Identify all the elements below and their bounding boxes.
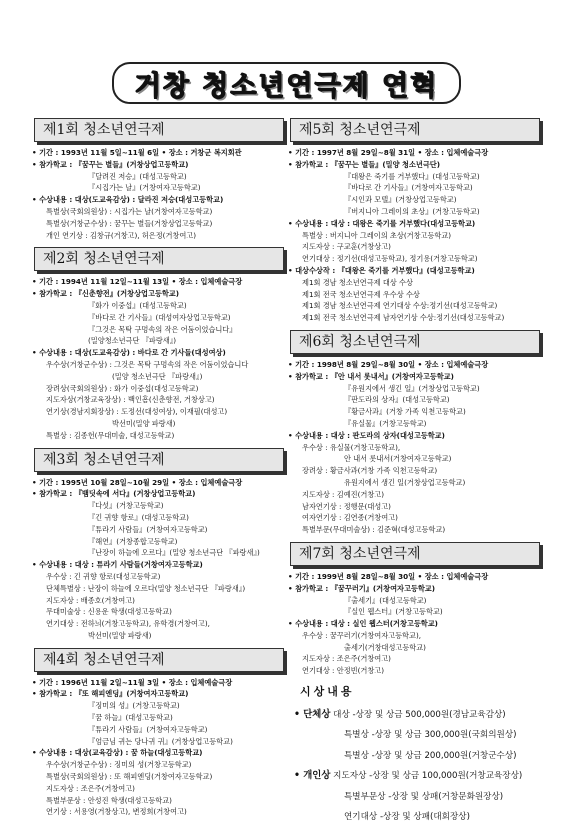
section-line: 제1회 경남 청소년연극제 대상 수상 [302, 277, 413, 287]
section-line: 지도자상(거창교육장상) : 백인흠(신춘향전, 거창상고) [46, 395, 215, 405]
section-line: 지도자상 : 배종호(거창여고) [46, 595, 135, 605]
section-line: 박선미(밀양 파랑새) [88, 630, 152, 640]
section-line: 지도자상 : 조은주(거창여고) [46, 783, 135, 793]
section-line: • 참가학교 : 『뱀딧속에 서다』(거창상업고등학교) [32, 489, 196, 499]
section-heading: 제6회 청소년연극제 [290, 330, 540, 354]
festival-section [32, 118, 290, 241]
section-line: • 수상내용 : 대상(도교육감상) : 바다로 간 기사들(대성여상) [32, 348, 226, 358]
section-line: 우수상 : 꿈꾸러기(거창여자고등학교), [302, 630, 422, 640]
section-line: 『바다로 간 기사들』(대성여자상업고등학교) [88, 312, 231, 322]
section-line: 『실인 웹스터』(거창고등학교) [344, 607, 443, 617]
section-line: 『엄금님 귀는 당나귀 귀』(거창상업고등학교) [88, 736, 233, 746]
section-line: 『시집가는 날』(거창여자고등학교) [88, 183, 201, 193]
section-line: 『달려진 저승』(대성고등학교) [88, 171, 187, 181]
section-line: 제1회 전국 청소년연극제 우수상 수상 [302, 289, 420, 299]
section-line: 우수상(거창군수상) : 징미의 성(거창고등학교) [46, 760, 192, 770]
section-line: • 기간 : 1994년 11월 12일~11월 13일 • 장소 : 입체예술극장 [32, 277, 243, 287]
section-line: • 기간 : 1998년 8월 29일~8월 30일 • 장소 : 입체예술극장 [288, 359, 489, 369]
award-detail: 지도자상 -상장 및 상금 100,000원(거창교육장상) [330, 771, 523, 782]
award-detail: 특별상 -상장 및 상금 300,000원(국회의원상) [344, 730, 517, 741]
section-line: 『다섯』(거창고등학교) [88, 501, 164, 511]
section-line: 출세기(거창대성고등학교) [344, 642, 426, 652]
section-line: • 기간 : 1999년 8월 28일~8월 30일 • 장소 : 입체예술극장 [288, 571, 489, 581]
section-line: (밀양 청소년극단 『파랑새』) [112, 371, 203, 381]
festival-section [32, 247, 290, 441]
festival-section [288, 542, 546, 677]
festival-section [288, 330, 546, 536]
section-line: • 수상내용 : 대상(교육감상) : 꿈 하늘(대성고등학교) [32, 748, 203, 758]
section-line: 『그것은 목탁 구멍속의 작은 어둠이었습니다』 [88, 324, 237, 334]
section-line: 특별부문상 : 안성진 학생(대성고등학교) [46, 795, 172, 805]
festival-section [288, 118, 546, 324]
section-line: 『튜라기 사람들』(거창여자고등학교) [88, 524, 208, 534]
award-line [288, 746, 546, 766]
section-line: 특별부문(무대미술상) : 김준혁(대성고등학교) [302, 525, 446, 535]
section-line: 단체특별상 : 난장이 하늘에 오르다(밀양 청소년극단 『파랑새』) [46, 583, 246, 593]
section-line: 개인 연기상 : 김창규(거창고), 허은정(거창여고) [46, 230, 197, 240]
award-detail: 특별부문상 -상장 및 상패(거창문화원장상) [344, 791, 504, 802]
award-line [288, 766, 546, 786]
section-line: • 참가학교 : 『안 내서 롯내서』(거창여자고등학교) [288, 371, 454, 381]
section-line: 『유실물』(거창고등학교) [344, 418, 427, 428]
section-line: 『출세기』(대성고등학교) [344, 595, 427, 605]
section-line: 『판도라의 상자』(대성고등학교) [344, 395, 450, 405]
section-line: 『튜라기 사람들』(거창여자고등학교) [88, 724, 208, 734]
section-line: 장려상 : 황금사과(거창 가족 익천고등학교) [302, 466, 438, 476]
festival-section [32, 648, 290, 819]
section-line: 제1회 경남 청소년연극제 연기대상 수상:정기선(대성고등학교) [302, 301, 498, 311]
section-line: 제1회 전국 청소년연극제 남자연기상 수상:정기선(대성고등학교) [302, 313, 505, 323]
section-heading: 제2회 청소년연극제 [34, 247, 284, 271]
section-line: 남자연기상 : 정행문(대성고) [302, 501, 391, 511]
section-line: 연기대상 : 안정빈(거창고) [302, 666, 385, 676]
section-line: • 참가학교 : 『또 해피엔딩』(거창여자고등학교) [32, 689, 189, 699]
awards-title: 시상내용 [300, 685, 355, 699]
section-line: 우수상 : 긴 귀향 항로(대성고등학교) [46, 571, 161, 581]
section-line: 우수상(거창군수상) : 그것은 목탁 구멍속의 작은 어둠이었습니다 [46, 359, 249, 369]
section-line: 여자연기상 : 김연종(거창여고) [302, 513, 398, 523]
section-line: • 참가학교 : 『꿈꾸는 별들』(밀양 청소년극단) [288, 159, 441, 169]
right-column [288, 118, 546, 828]
page-title: 거창 청소년연극제 연혁 [112, 62, 461, 104]
festival-section [32, 448, 290, 642]
section-line: 연기대상 : 정기선(대성고등학교), 정기용(거창고등학교) [302, 254, 478, 264]
section-line: (밀양청소년극단 『파랑새』) [88, 336, 177, 346]
section-line: 특별상 : 김종헌(무대미술, 대성고등학교) [46, 430, 175, 440]
section-line: 『난장이 하늘에 오르다』(밀양 청소년극단 『파랑새』) [88, 548, 260, 558]
section-line: 특별상 : 버지니아 그레이의 초상(거창고등학교) [302, 230, 452, 240]
section-line: • 기간 : 1996년 11월 2일~11월 3일 • 장소 : 입체예술극장 [32, 677, 233, 687]
section-line: • 기간 : 1995년 10월 28일~10월 29일 • 장소 : 입체예술극장 [32, 477, 243, 487]
section-line: 특별상(국회의원상) : 또 해피엔딩(거창여자고등학교) [46, 772, 213, 782]
award-line [288, 725, 546, 745]
section-line: 박선미(밀양 파랑새) [112, 418, 176, 428]
award-category: • 단체상 [294, 709, 331, 721]
section-line: 『바다로 간 기사들』(거창여자고등학교) [344, 183, 473, 193]
section-line: 『시인과 모텔』(거창상업고등학교) [344, 195, 457, 205]
section-line: 『꿈 하늘』(대성고등학교) [88, 713, 173, 723]
section-line: 특별상(국회의원상) : 시집가는 날(거창여자고등학교) [46, 206, 213, 216]
section-line: • 수상내용 : 대상 : 튜라기 사람들(거창여자고등학교) [32, 560, 203, 570]
award-line [288, 787, 546, 807]
section-line: 『버지니아 그레이의 초상』(거창고등학교) [344, 206, 480, 216]
section-line: 장려상(국회의원상) : 화가 이중섭(대성고등학교) [46, 383, 199, 393]
section-line: • 수상내용 : 대상 : 대왕은 죽기를 거부했다(대성고등학교) [288, 218, 476, 228]
section-heading: 제4회 청소년연극제 [34, 648, 284, 672]
award-detail: 연기대상 -상장 및 상패(대회장상) [344, 812, 470, 823]
section-line: 연기상(경남지회장상) : 도정선(대성여상), 이재필(대성고) [46, 407, 228, 417]
section-line: 지도자상 : 김예진(거창고) [302, 489, 385, 499]
section-heading: 제7회 청소년연극제 [290, 542, 540, 566]
section-line: • 기간 : 1993년 11월 5일~11월 6일 • 장소 : 거창군 복지회관 [32, 148, 242, 157]
section-line: 무대미술상 : 신용운 학생(대성고등학교) [46, 607, 172, 617]
section-line: 『유원지에서 생긴 일』(거창상업고등학교) [344, 383, 480, 393]
award-line [288, 705, 546, 725]
section-line: 지도자상 : 구교훈(거창상고) [302, 242, 391, 252]
section-line: • 기간 : 1997년 8월 29일~8월 31일 • 장소 : 입체예술극장 [288, 148, 489, 157]
section-line: 우수상 : 유실물(거창고등학교), [302, 442, 401, 452]
award-detail: 대상 -상장 및 상금 500,000원(경남교육감상) [330, 710, 506, 721]
section-line: 『황금사과』(거창 가족 익천고등학교) [344, 407, 466, 417]
section-line: • 참가학교 : 『꿈꾸는 별들』(거창상업고등학교) [32, 159, 189, 169]
section-line: • 참가학교 : 『신춘향전』(거창상업고등학교) [32, 289, 180, 299]
section-line: 『대왕은 죽기를 거부했다』(대성고등학교) [344, 171, 480, 181]
section-heading: 제3회 청소년연극제 [34, 448, 284, 472]
section-heading: 제5회 청소년연극제 [290, 118, 540, 142]
left-column [32, 118, 290, 824]
section-line: • 대상수상작 : 『대왕은 죽기를 거부했다』(대성고등학교) [288, 265, 475, 275]
section-line: • 참가학교 : 『꿈꾸러기』(거창여자고등학교) [288, 583, 436, 593]
section-heading: 제1회 청소년연극제 [34, 118, 284, 142]
section-line: 연기대상 : 전하늬(거창고등학교), 유학경(거창여고), [46, 619, 210, 629]
award-category: • 개인상 [294, 770, 331, 782]
section-line: 『긴 귀향 항로』(대성고등학교) [88, 512, 189, 522]
section-line: • 수상내용 : 대상 : 판도라의 상자(대성고등학교) [288, 430, 445, 440]
section-line: 『화가 이중섭』(대성고등학교) [88, 300, 187, 310]
section-line: 『징미의 성』(거창고등학교) [88, 701, 180, 711]
section-line: • 수상내용 : 대상 : 실인 웹스터(거창고등학교) [288, 619, 438, 629]
section-line: • 수상내용 : 대상(도교육감상) : 달라진 저승(대성고등학교) [32, 195, 224, 205]
section-line: 연기상 : 서용영(거창상고), 변정희(거창여고) [46, 807, 187, 817]
section-line: 유원지에서 생긴 일(거창상업고등학교) [344, 477, 466, 487]
section-line: 지도자상 : 조은주(거창여고) [302, 654, 391, 664]
section-line: 『해연』(거창종합고등학교) [88, 536, 178, 546]
awards-section [288, 683, 546, 827]
award-detail: 특별상 -상장 및 상금 200,000원(거창군수상) [344, 750, 517, 761]
section-line: 안 내서 롯내서(거창여자고등학교) [344, 454, 452, 464]
section-line: 특별상(거창군수상) : 꿈꾸는 별들(거창상업고등학교) [46, 218, 213, 228]
award-line [288, 807, 546, 827]
